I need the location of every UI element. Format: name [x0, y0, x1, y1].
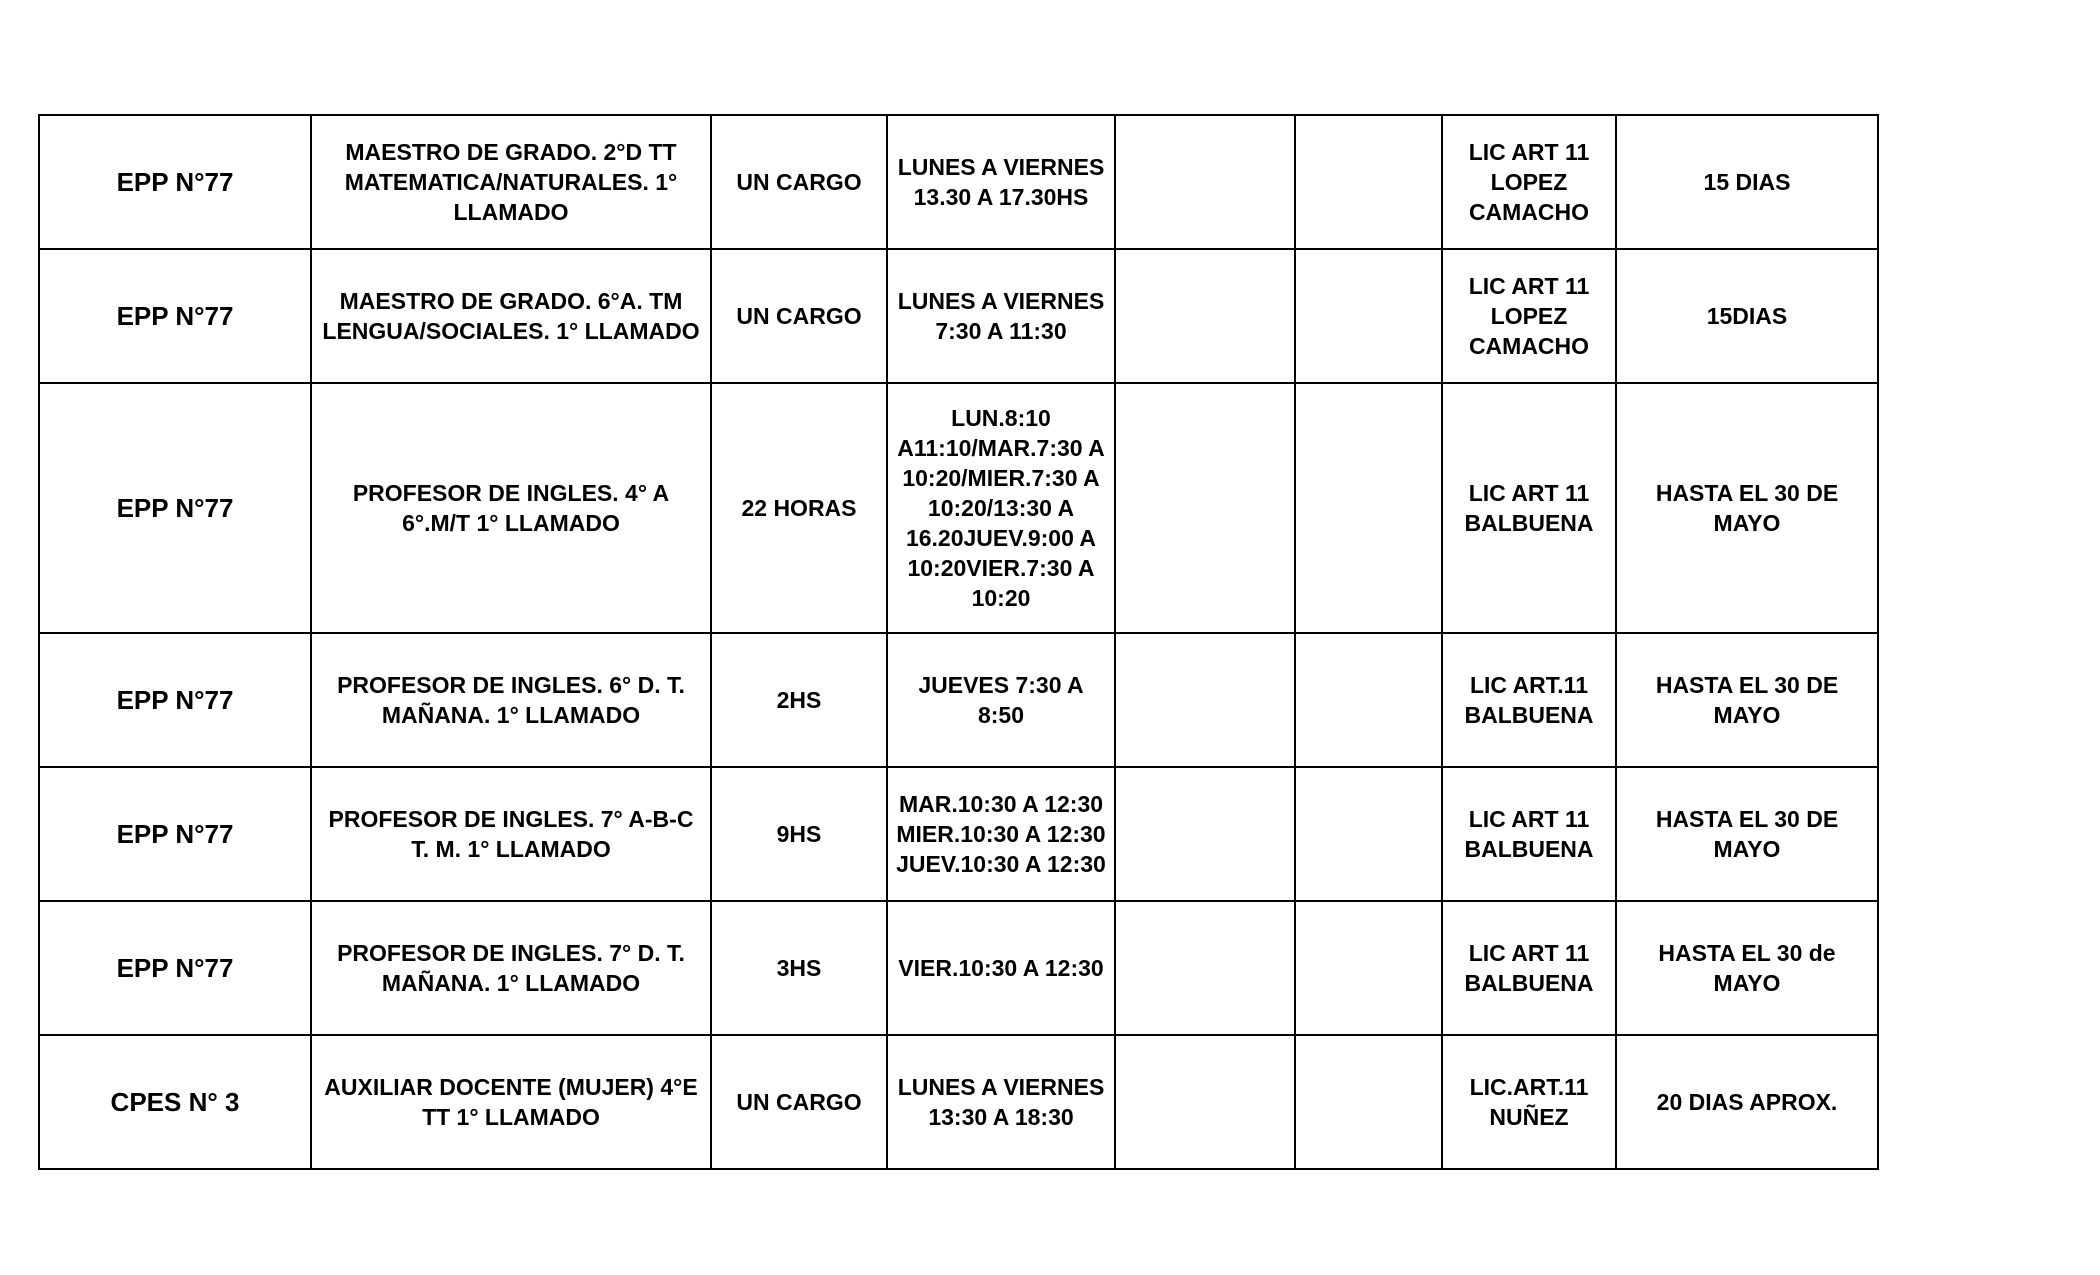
schedule-cell-line: 10:20VIER.7:30 A [907, 555, 1095, 581]
schedule-cell [887, 249, 1115, 383]
position-cell-line: T. M. 1° LLAMADO [411, 836, 611, 862]
leave-type-cell [1442, 633, 1616, 767]
blank-cell-6 [1295, 249, 1442, 383]
leave-type-cell [1442, 115, 1616, 249]
blank-cell-6 [1295, 115, 1442, 249]
position-cell-line: LLAMADO [453, 199, 569, 225]
schedule-cell-line: 10:20/MIER.7:30 A [902, 465, 1100, 491]
schedule-cell [887, 383, 1115, 633]
schedule-cell-line: LUNES A VIERNES [897, 154, 1105, 180]
table-row [39, 249, 1878, 383]
blank-cell-6 [1295, 633, 1442, 767]
schedule-cell [887, 115, 1115, 249]
schedule-cell-line: 10:20 [971, 585, 1031, 611]
duration-cell-line: MAYO [1713, 702, 1781, 728]
leave-type-cell-line: BALBUENA [1464, 510, 1594, 536]
position-cell-line: AUXILIAR DOCENTE (MUJER) 4°E [324, 1074, 698, 1100]
blank-cell-5 [1115, 249, 1295, 383]
position-cell [311, 249, 711, 383]
school-cell: EPP N°77 [39, 115, 311, 249]
workload-cell: 9HS [711, 767, 887, 901]
workload-cell: 3HS [711, 901, 887, 1035]
position-cell [311, 901, 711, 1035]
position-cell [311, 115, 711, 249]
leave-type-cell [1442, 383, 1616, 633]
leave-type-cell-line: NUÑEZ [1489, 1104, 1569, 1130]
leave-type-cell-line: LOPEZ [1490, 303, 1568, 329]
duration-cell [1616, 249, 1878, 383]
schedule-cell-line: 8:50 [977, 702, 1025, 728]
duration-cell-line: HASTA EL 30 DE [1655, 806, 1839, 832]
workload-cell: 22 HORAS [711, 383, 887, 633]
duration-cell [1616, 383, 1878, 633]
blank-cell-5 [1115, 633, 1295, 767]
position-cell-line: PROFESOR DE INGLES. 7° D. T. [337, 940, 685, 966]
workload-cell: 2HS [711, 633, 887, 767]
schedule-cell [887, 901, 1115, 1035]
position-cell [311, 383, 711, 633]
leave-type-cell-line: BALBUENA [1464, 970, 1594, 996]
duration-cell [1616, 767, 1878, 901]
leave-type-cell-line: LIC ART 11 [1468, 139, 1590, 165]
position-cell-line: PROFESOR DE INGLES. 6° D. T. [337, 672, 685, 698]
school-cell: EPP N°77 [39, 383, 311, 633]
schedule-cell-line: MIER.10:30 A 12:30 [896, 821, 1106, 847]
leave-type-cell-line: BALBUENA [1464, 836, 1594, 862]
leave-type-cell [1442, 767, 1616, 901]
school-cell: EPP N°77 [39, 767, 311, 901]
table-row [39, 115, 1878, 249]
duration-cell [1616, 115, 1878, 249]
schedule-cell-line: 10:20/13:30 A [927, 495, 1075, 521]
schedule-cell-line: 13:30 A 18:30 [928, 1104, 1074, 1130]
schedule-cell [887, 1035, 1115, 1169]
workload-cell: UN CARGO [711, 115, 887, 249]
table-body [39, 115, 1878, 1169]
position-cell-line: MAÑANA. 1° LLAMADO [381, 970, 641, 996]
leave-type-cell-line: LIC.ART.11 [1469, 1074, 1589, 1100]
leave-type-cell-line: CAMACHO [1468, 333, 1590, 359]
leave-type-cell-line: LIC ART 11 [1468, 480, 1590, 506]
leave-type-cell [1442, 249, 1616, 383]
leave-type-cell-line: CAMACHO [1468, 199, 1590, 225]
leave-type-cell-line: LIC ART 11 [1468, 273, 1590, 299]
blank-cell-6 [1295, 1035, 1442, 1169]
vacancies-table [38, 114, 1879, 1170]
table-row [39, 1035, 1878, 1169]
leave-type-cell-line: LIC ART 11 [1468, 806, 1590, 832]
leave-type-cell-line: LOPEZ [1490, 169, 1568, 195]
position-cell-line: PROFESOR DE INGLES. 7° A-B-C [328, 806, 694, 832]
duration-cell-line: HASTA EL 30 de [1658, 940, 1836, 966]
duration-cell-line: HASTA EL 30 DE [1655, 672, 1839, 698]
duration-cell [1616, 901, 1878, 1035]
leave-type-cell-line: LIC ART.11 [1469, 672, 1588, 698]
leave-type-cell [1442, 1035, 1616, 1169]
duration-cell-line: HASTA EL 30 DE [1655, 480, 1839, 506]
blank-cell-5 [1115, 383, 1295, 633]
blank-cell-5 [1115, 901, 1295, 1035]
schedule-cell-line: A11:10/MAR.7:30 A [897, 435, 1105, 461]
leave-type-cell-line: LIC ART 11 [1468, 940, 1590, 966]
position-cell-line: MAESTRO DE GRADO. 6°A. TM [339, 288, 683, 314]
duration-cell-line: 20 DIAS APROX. [1656, 1089, 1838, 1115]
table-row [39, 767, 1878, 901]
leave-type-cell [1442, 901, 1616, 1035]
schedule-cell-line: 13.30 A 17.30HS [913, 184, 1089, 210]
position-cell-line: LENGUA/SOCIALES. 1° LLAMADO [322, 318, 700, 344]
schedule-cell [887, 767, 1115, 901]
schedule-cell-line: 16.20JUEV.9:00 A [905, 525, 1097, 551]
duration-cell-line: 15DIAS [1706, 303, 1788, 329]
duration-cell-line: 15 DIAS [1703, 169, 1791, 195]
schedule-cell-line: LUNES A VIERNES [897, 288, 1105, 314]
blank-cell-6 [1295, 767, 1442, 901]
schedule-cell [887, 633, 1115, 767]
blank-cell-5 [1115, 767, 1295, 901]
schedule-cell-line: VIER.10:30 A 12:30 [898, 955, 1104, 981]
schedule-cell-line: LUNES A VIERNES [897, 1074, 1105, 1100]
schedule-cell-line: LUN.8:10 [951, 405, 1051, 431]
workload-cell: UN CARGO [711, 249, 887, 383]
school-cell: EPP N°77 [39, 249, 311, 383]
duration-cell-line: MAYO [1713, 836, 1781, 862]
position-cell-line: MAESTRO DE GRADO. 2°D TT [345, 139, 677, 165]
duration-cell-line: MAYO [1713, 970, 1781, 996]
position-cell-line: MATEMATICA/NATURALES. 1° [344, 169, 678, 195]
schedule-cell-line: JUEV.10:30 A 12:30 [896, 851, 1106, 877]
schedule-cell-line: JUEVES 7:30 A [918, 672, 1084, 698]
position-cell [311, 767, 711, 901]
school-cell: EPP N°77 [39, 633, 311, 767]
blank-cell-5 [1115, 115, 1295, 249]
position-cell-line: PROFESOR DE INGLES. 4° A [352, 480, 670, 506]
table-row [39, 901, 1878, 1035]
schedule-cell-line: MAR.10:30 A 12:30 [898, 791, 1104, 817]
position-cell [311, 633, 711, 767]
blank-cell-5 [1115, 1035, 1295, 1169]
school-cell: CPES N° 3 [39, 1035, 311, 1169]
leave-type-cell-line: BALBUENA [1464, 702, 1594, 728]
duration-cell [1616, 1035, 1878, 1169]
workload-cell: UN CARGO [711, 1035, 887, 1169]
position-cell-line: MAÑANA. 1° LLAMADO [381, 702, 641, 728]
school-cell: EPP N°77 [39, 901, 311, 1035]
position-cell [311, 1035, 711, 1169]
schedule-cell-line: 7:30 A 11:30 [935, 318, 1067, 344]
duration-cell-line: MAYO [1713, 510, 1781, 536]
position-cell-line: 6°.M/T 1° LLAMADO [402, 510, 620, 536]
duration-cell [1616, 633, 1878, 767]
blank-cell-6 [1295, 901, 1442, 1035]
position-cell-line: TT 1° LLAMADO [422, 1104, 600, 1130]
blank-cell-6 [1295, 383, 1442, 633]
table-row [39, 383, 1878, 633]
table-row [39, 633, 1878, 767]
